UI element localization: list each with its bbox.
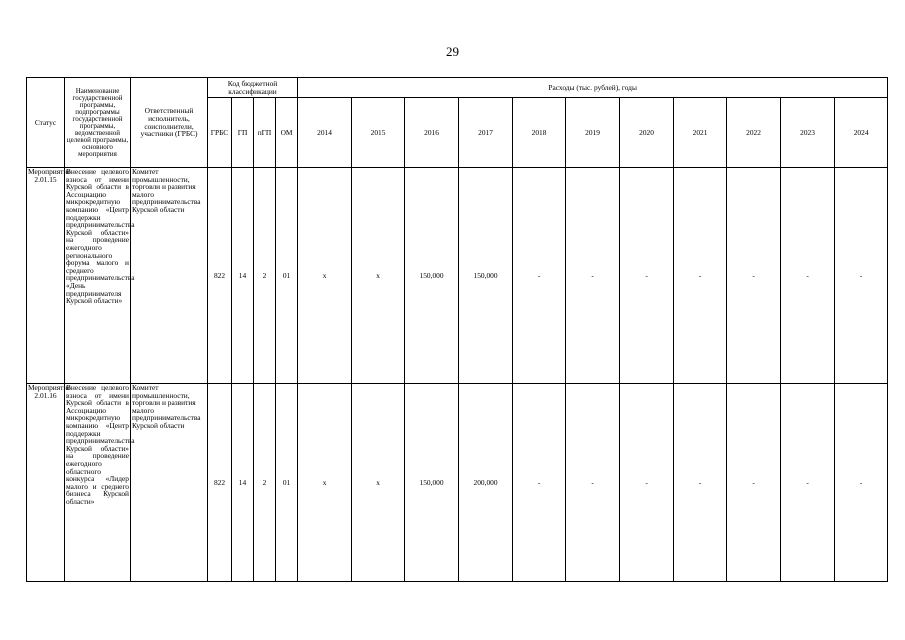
expense-cell-2: 150,000 <box>405 168 459 384</box>
expense-cell-9: - <box>781 384 835 582</box>
code-header-1: ГП <box>232 98 254 168</box>
code-header-0: ГРБС <box>208 98 232 168</box>
year-header-8: 2022 <box>727 98 781 168</box>
year-header-9: 2023 <box>781 98 835 168</box>
expenses-header: Расходы (тыс. рублей), годы <box>298 78 888 98</box>
code-header-2: пГП <box>254 98 276 168</box>
status-cell: Мероприятие 2.01.16 <box>27 384 65 582</box>
responsible-cell: Комитет промышленности, торговли и развития малого предпринимательства Курской области <box>131 168 208 384</box>
budget-table <box>26 77 888 582</box>
code-cell-2: 2 <box>254 168 276 384</box>
expense-cell-4: - <box>513 168 566 384</box>
code-cell-2: 2 <box>254 384 276 582</box>
year-header-1: 2015 <box>352 98 405 168</box>
event-name-cell: Внесение целевого взноса от имени Курской области в Ассоциацию микрокредитную компанию «Центр поддержки предпринимательства Курской области» на проведение ежегодного регионального форума малого и среднего предпринимательства «День предпринимателя Курской области» <box>65 168 131 384</box>
responsible-cell: Комитет промышленности, торговли и развития малого предпринимательства Курской области <box>131 384 208 582</box>
code-cell-1: 14 <box>232 384 254 582</box>
expense-cell-0: x <box>298 168 352 384</box>
expense-cell-5: - <box>566 168 620 384</box>
year-header-10: 2024 <box>835 98 888 168</box>
code-cell-0: 822 <box>208 384 232 582</box>
code-cell-0: 822 <box>208 168 232 384</box>
table-row <box>27 384 888 582</box>
name-header: Наименование государственной программы, подпрограммы государственной программы, ведомственной целевой программы, основного мероприятия <box>65 78 131 168</box>
status-cell: Мероприятие 2.01.15 <box>27 168 65 384</box>
year-header-3: 2017 <box>459 98 513 168</box>
year-header-6: 2020 <box>620 98 674 168</box>
year-header-2: 2016 <box>405 98 459 168</box>
expense-cell-9: - <box>781 168 835 384</box>
event-name-cell: Внесение целевого взноса от имени Курской области в Ассоциацию микрокредитную компанию «Центр поддержки предпринимательства Курской области» на проведение ежегодного областного конкурса «Лидер малого и среднего бизнеса Курской области» <box>65 384 131 582</box>
expense-cell-8: - <box>727 168 781 384</box>
status-header: Статус <box>27 78 65 168</box>
expense-cell-7: - <box>674 384 727 582</box>
expense-cell-5: - <box>566 384 620 582</box>
expense-cell-6: - <box>620 168 674 384</box>
code-cell-3: 01 <box>276 384 298 582</box>
expense-cell-1: x <box>352 384 405 582</box>
table-row <box>27 168 888 384</box>
expense-cell-6: - <box>620 384 674 582</box>
year-header-0: 2014 <box>298 98 352 168</box>
year-header-5: 2019 <box>566 98 620 168</box>
year-header-4: 2018 <box>513 98 566 168</box>
header-row-top <box>27 78 888 98</box>
year-header-7: 2021 <box>674 98 727 168</box>
code-header-3: ОМ <box>276 98 298 168</box>
expense-cell-4: - <box>513 384 566 582</box>
code-cell-3: 01 <box>276 168 298 384</box>
expense-cell-3: 200,000 <box>459 384 513 582</box>
expense-cell-1: x <box>352 168 405 384</box>
responsible-header: Ответственный исполнитель, соисполнители, участники (ГРБС) <box>131 78 208 168</box>
expense-cell-2: 150,000 <box>405 384 459 582</box>
expense-cell-3: 150,000 <box>459 168 513 384</box>
expense-cell-10: - <box>835 168 888 384</box>
code-cell-1: 14 <box>232 168 254 384</box>
budget-code-header: Код бюджетной классификации <box>208 78 298 98</box>
expense-cell-0: x <box>298 384 352 582</box>
expense-cell-8: - <box>727 384 781 582</box>
page-number: 29 <box>446 44 459 59</box>
expense-cell-7: - <box>674 168 727 384</box>
expense-cell-10: - <box>835 384 888 582</box>
